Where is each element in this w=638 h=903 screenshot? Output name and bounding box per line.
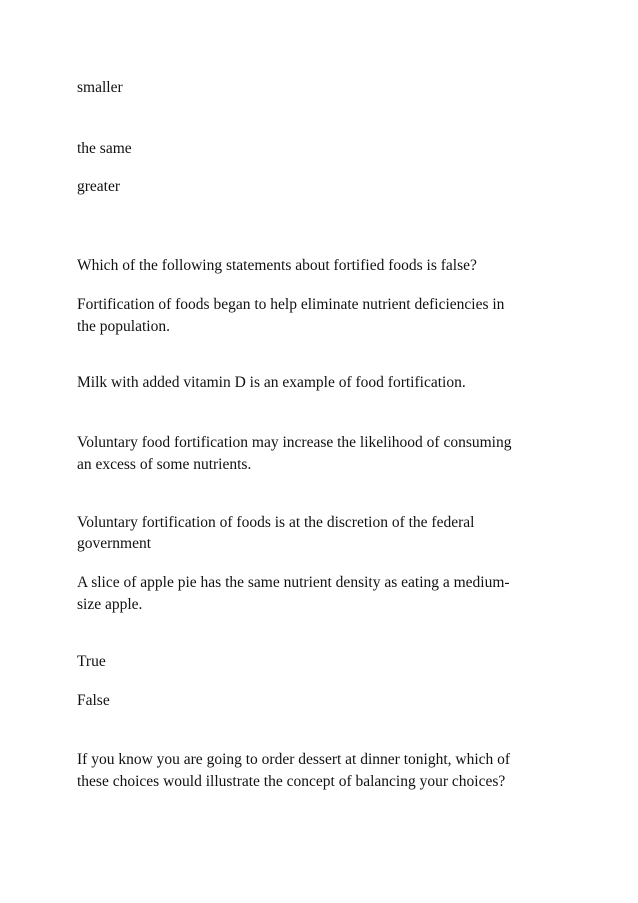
- question-apple-pie-line-1: A slice of apple pie has the same nutrient density as eating a medium-: [77, 574, 510, 591]
- answer-option-fortification-began-line-2: the population.: [77, 318, 170, 335]
- answer-option-the-same: the same: [77, 140, 132, 157]
- answer-option-voluntary-discretion-line-2: government: [77, 535, 152, 552]
- answer-option-true: True: [77, 653, 106, 670]
- answer-option-voluntary-excess-line-1: Voluntary food fortification may increase the likelihood of consuming: [77, 434, 512, 451]
- question-fortified-foods: Which of the following statements about fortified foods is false?: [77, 257, 477, 274]
- question-dessert-line-2: these choices would illustrate the concept of balancing your choices?: [77, 773, 506, 790]
- answer-option-voluntary-excess-line-2: an excess of some nutrients.: [77, 456, 252, 473]
- answer-option-fortification-began-line-1: Fortification of foods began to help eliminate nutrient deficiencies in: [77, 296, 505, 313]
- answer-option-voluntary-discretion-line-1: Voluntary fortification of foods is at the discretion of the federal: [77, 514, 475, 531]
- question-dessert-line-1: If you know you are going to order dessert at dinner tonight, which of: [77, 751, 511, 768]
- answer-option-false: False: [77, 692, 110, 709]
- question-apple-pie-line-2: size apple.: [77, 596, 143, 613]
- answer-option-smaller: smaller: [77, 79, 123, 96]
- answer-option-milk-vitamin-d: Milk with added vitamin D is an example of food fortification.: [77, 374, 466, 391]
- answer-option-greater: greater: [77, 178, 121, 195]
